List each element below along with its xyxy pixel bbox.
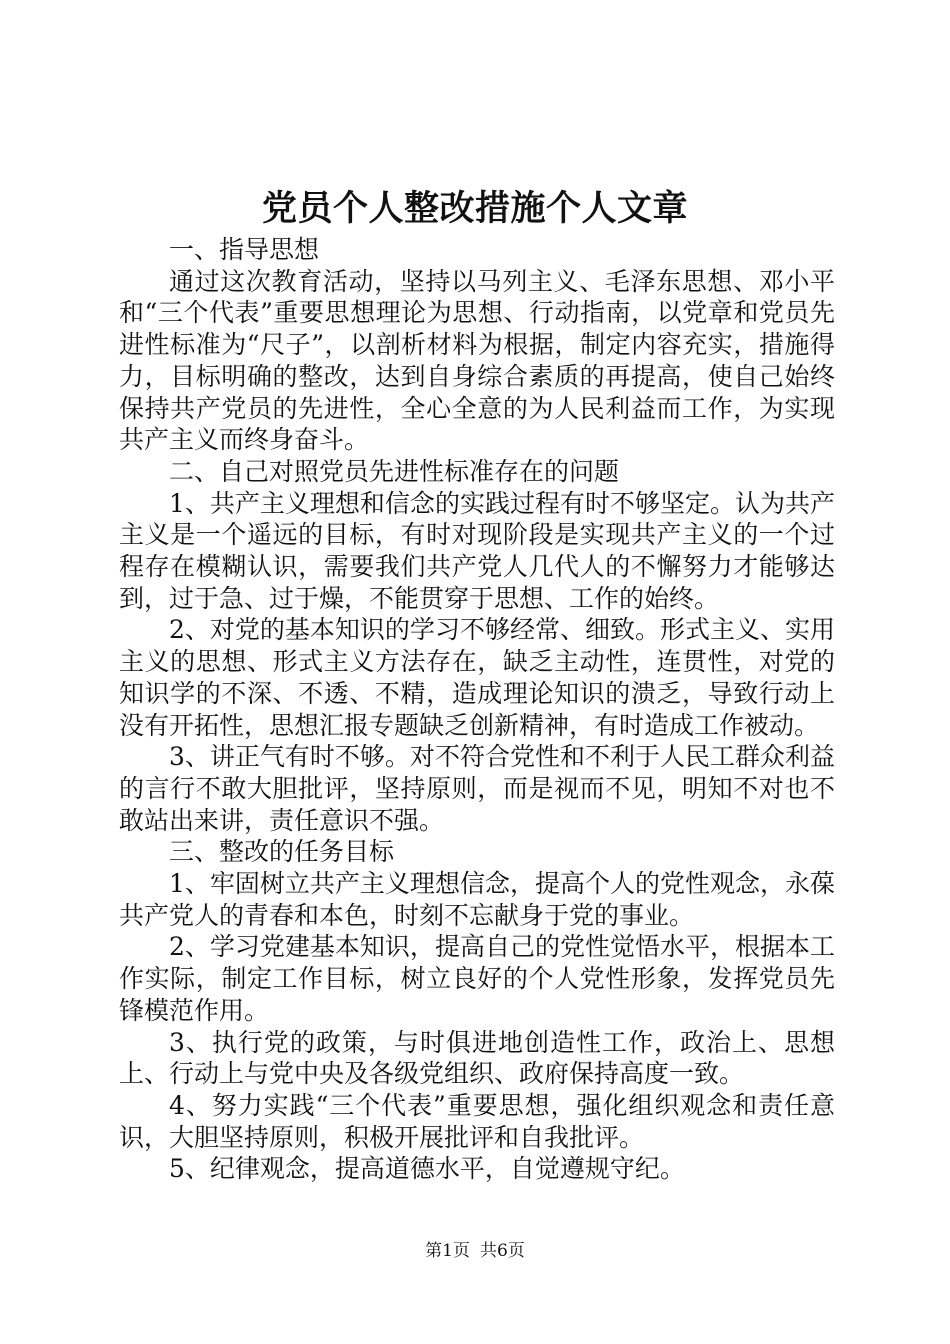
goal-item-4: 4、努力实践“三个代表”重要思想，强化组织观念和责任意识，大胆坚持原则，积极开展批评和自我批评。 [119, 1090, 835, 1152]
goal-item-3: 3、执行党的政策，与时俱进地创造性工作，政治上、思想上、行动上与党中央及各级党组织、政府保持高度一致。 [119, 1027, 835, 1089]
problem-item-1: 1、共产主义理想和信念的实践过程有时不够坚定。认为共产主义是一个遥远的目标，有时对现阶段是实现共产主义的一个过程存在模糊认识，需要我们共产党人几代人的不懈努力才能够达到，过于急、过于燥，不能贯穿于思想、工作的始终。 [119, 488, 835, 613]
document-body [119, 234, 835, 1185]
document-title: 党员个人整改措施个人文章 [261, 188, 688, 229]
problem-item-3: 3、讲正气有时不够。对不符合党性和不利于人民工群众利益的言行不敢大胆批评，坚持原则，而是视而不见，明知不对也不敢站出来讲，责任意识不强。 [119, 742, 835, 835]
page-total: 共6页 [480, 1241, 525, 1261]
paragraph-guiding-thought: 通过这次教育活动，坚持以马列主义、毛泽东思想、邓小平和“三个代表”重要思想理论为思想、行动指南，以党章和党员先进性标准为“尺子”，以剖析材料为根据，制定内容充实，措施得力，目标明确的整改，达到自身综合素质的再提高，使自己始终保持共产党员的先进性，全心全意的为人民利益而工作，为实现共产主义而终身奋斗。 [119, 266, 835, 455]
goal-item-5: 5、纪律观念，提高道德水平，自觉遵规守纪。 [169, 1154, 685, 1184]
goal-item-1: 1、牢固树立共产主义理想信念，提高个人的党性观念，永葆共产党人的青春和本色，时刻不忘献身于党的事业。 [119, 869, 835, 930]
problem-item-2: 2、对党的基本知识的学习不够经常、细致。形式主义、实用主义的思想、形式主义方法存在，缺乏主动性，连贯性，对党的知识学的不深、不透、不精，造成理论知识的溃乏，导致行动上没有开拓性，思想汇报专题缺乏创新精神，有时造成工作被动。 [119, 615, 835, 740]
page-footer [0, 1240, 950, 1262]
section-heading-rectification-goals: 三、整改的任务目标 [169, 837, 395, 867]
goal-item-2: 2、学习党建基本知识，提高自己的党性觉悟水平，根据本工作实际，制定工作目标，树立良好的个人党性形象，发挥党员先锋模范作用。 [119, 932, 835, 1025]
section-heading-guiding-thought: 一、指导思想 [169, 235, 320, 264]
page-number: 第1页 [425, 1241, 470, 1261]
section-heading-existing-problems: 二、自己对照党员先进性标准存在的问题 [169, 456, 620, 486]
